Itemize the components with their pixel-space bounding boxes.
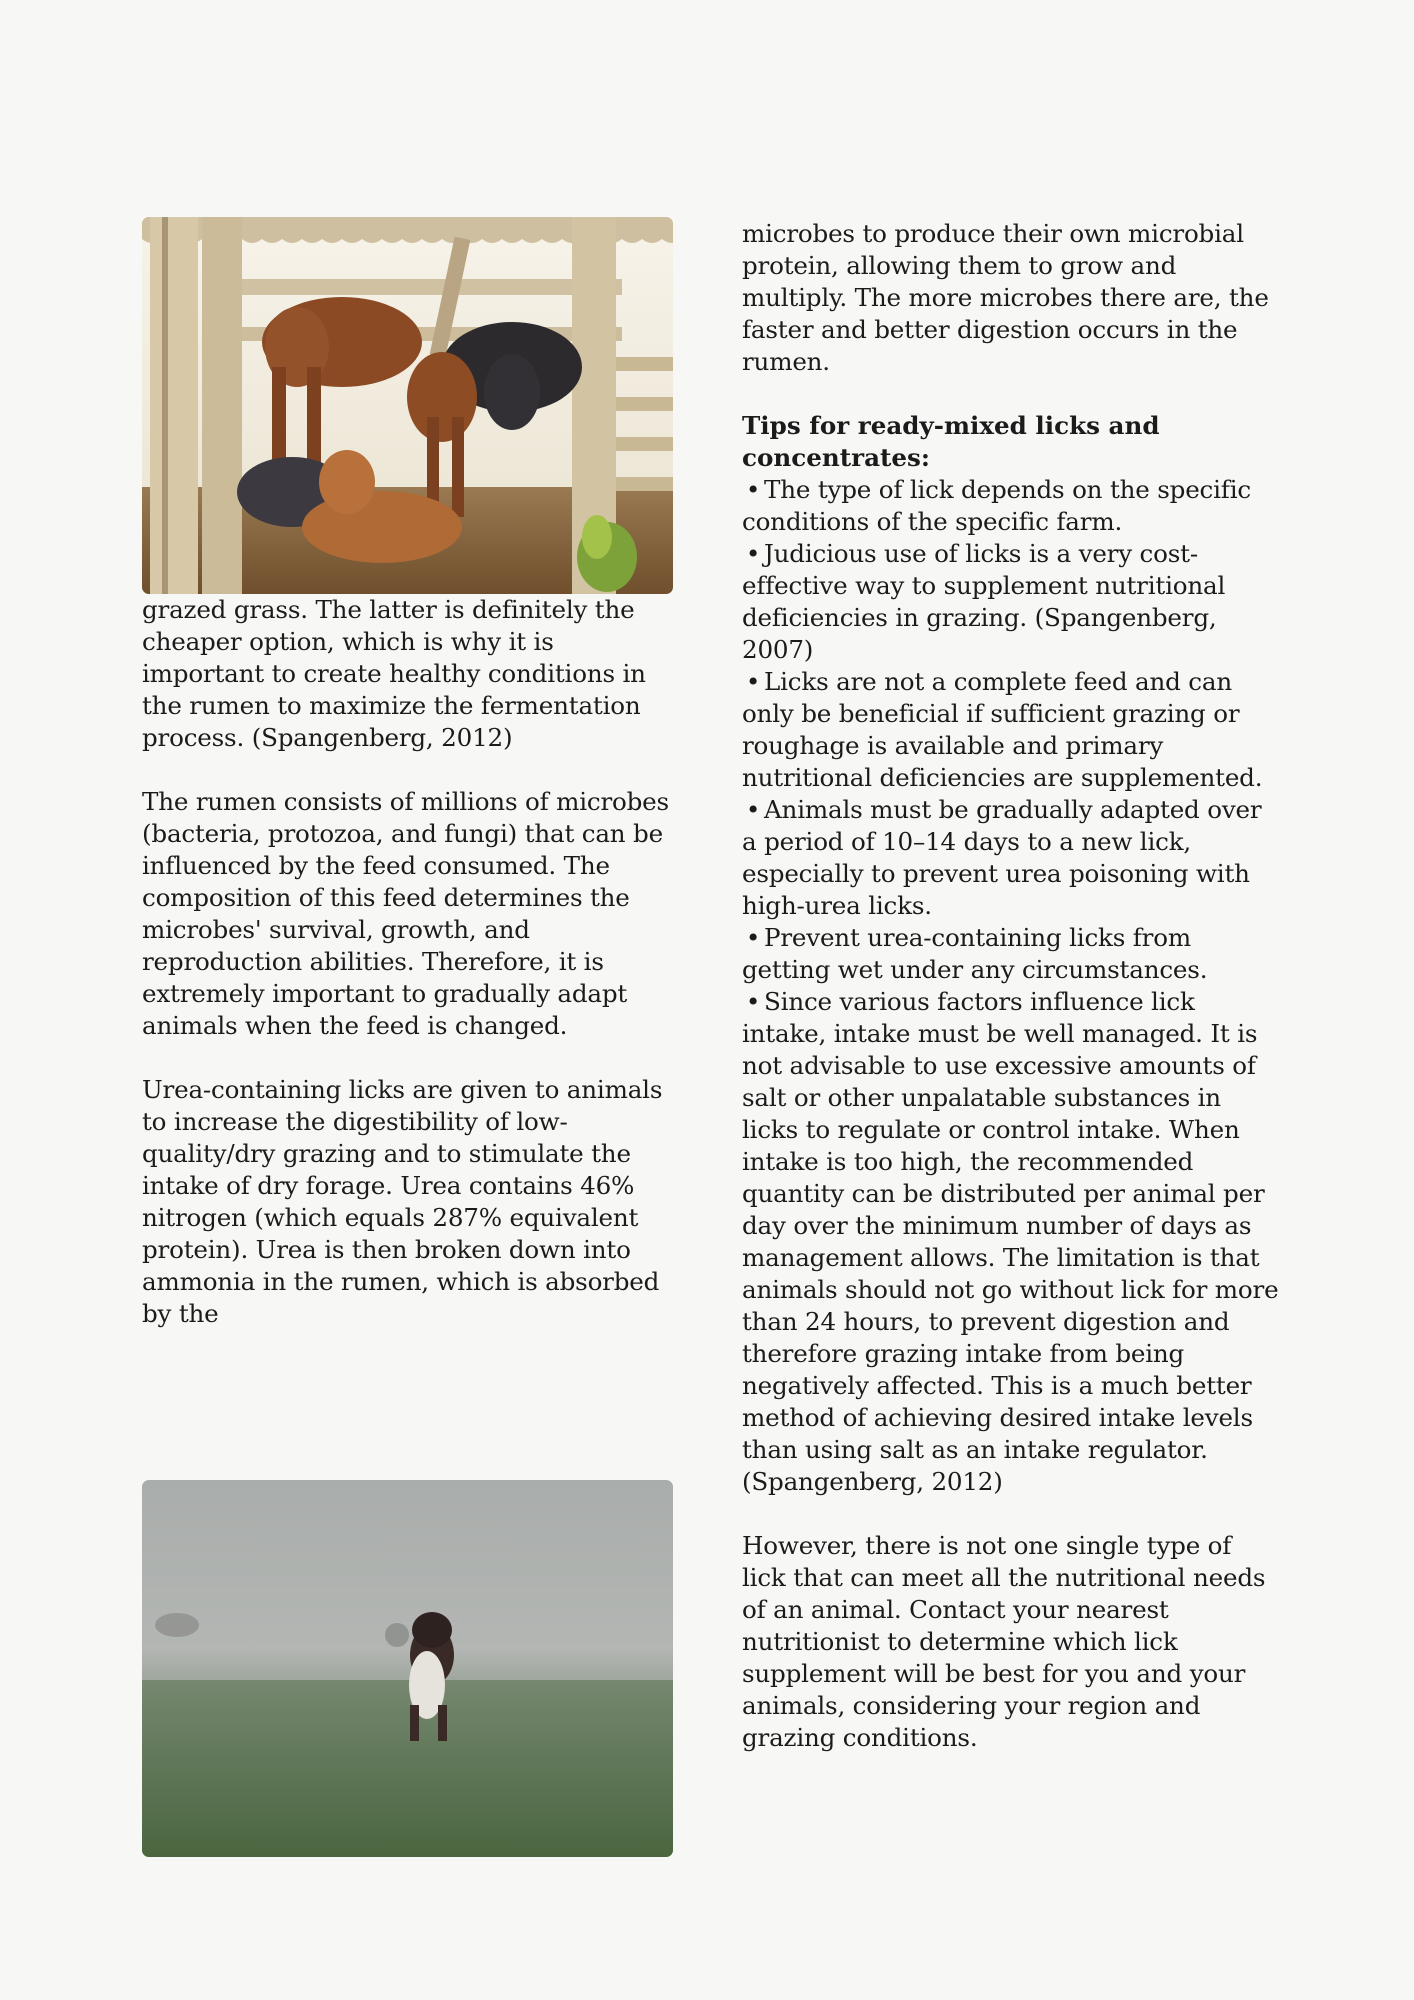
list-item: • Since various factors influence lick intake, intake must be well managed. It is not advisable to use excessive amounts of salt or other unpalatable substances in licks to regulate or control intake. When intake is too high, the recommended quantity can be distributed per animal per day over the minimum number of days as management allows. The limitation is that animals should not go without lick for more than 24 hours, to prevent digestion and therefore grazing intake from being negatively affected. This is a much better method of achieving desired intake levels than using salt as an intake regulator. (Spangenberg, 2012) bbox=[742, 987, 1279, 1496]
left-paragraph-1: grazed grass. The latter is definitely the cheaper option, which is why it is important to create healthy conditions in the rumen to maximize the fermentation process. (Spangenberg, 2012) bbox=[142, 595, 646, 752]
cattle-in-pen-photo bbox=[142, 217, 673, 594]
cow-in-fog-photo bbox=[142, 1480, 673, 1857]
left-paragraph-2: The rumen consists of millions of microbes (bacteria, protozoa, and fungi) that can be influenced by the feed consumed. The composition of this feed determines the microbes' survival, growth, and reproduction abilities. Therefore, it is extremely important to gradually adapt animals when the feed is changed. bbox=[142, 787, 669, 1040]
right-column bbox=[742, 218, 1282, 1754]
list-item: • The type of lick depends on the specific conditions of the specific farm. bbox=[742, 475, 1251, 536]
list-item: • Licks are not a complete feed and can only be beneficial if sufficient grazing or roughage is available and primary nutritional deficiencies are supplemented. bbox=[742, 667, 1263, 792]
list-item: • Prevent urea-containing licks from getting wet under any circumstances. bbox=[742, 923, 1208, 984]
left-column bbox=[142, 217, 673, 1330]
right-paragraph-1: microbes to produce their own microbial protein, allowing them to grow and multiply. The more microbes there are, the faster and better digestion occurs in the rumen. bbox=[742, 219, 1269, 376]
right-paragraph-final: However, there is not one single type of lick that can meet all the nutritional needs of an animal. Contact your nearest nutritionist to determine which lick supplement will be best for you and your animals, considering your region and grazing conditions. bbox=[742, 1531, 1266, 1752]
tips-list bbox=[742, 474, 1282, 1498]
left-paragraph-3: Urea-containing licks are given to animals to increase the digestibility of low-quality/dry grazing and to stimulate the intake of dry forage. Urea contains 46% nitrogen (which equals 287% equivalent protein). Urea is then broken down into ammonia in the rumen, which is absorbed by the bbox=[142, 1075, 663, 1328]
list-item: • Animals must be gradually adapted over a period of 10–14 days to a new lick, especially to prevent urea poisoning with high-urea licks. bbox=[742, 795, 1262, 920]
tips-heading: Tips for ready-mixed licks and concentrates: bbox=[742, 411, 1160, 472]
list-item: • Judicious use of licks is a very cost-effective way to supplement nutritional deficiencies in grazing. (Spangenberg, 2007) bbox=[742, 539, 1226, 664]
